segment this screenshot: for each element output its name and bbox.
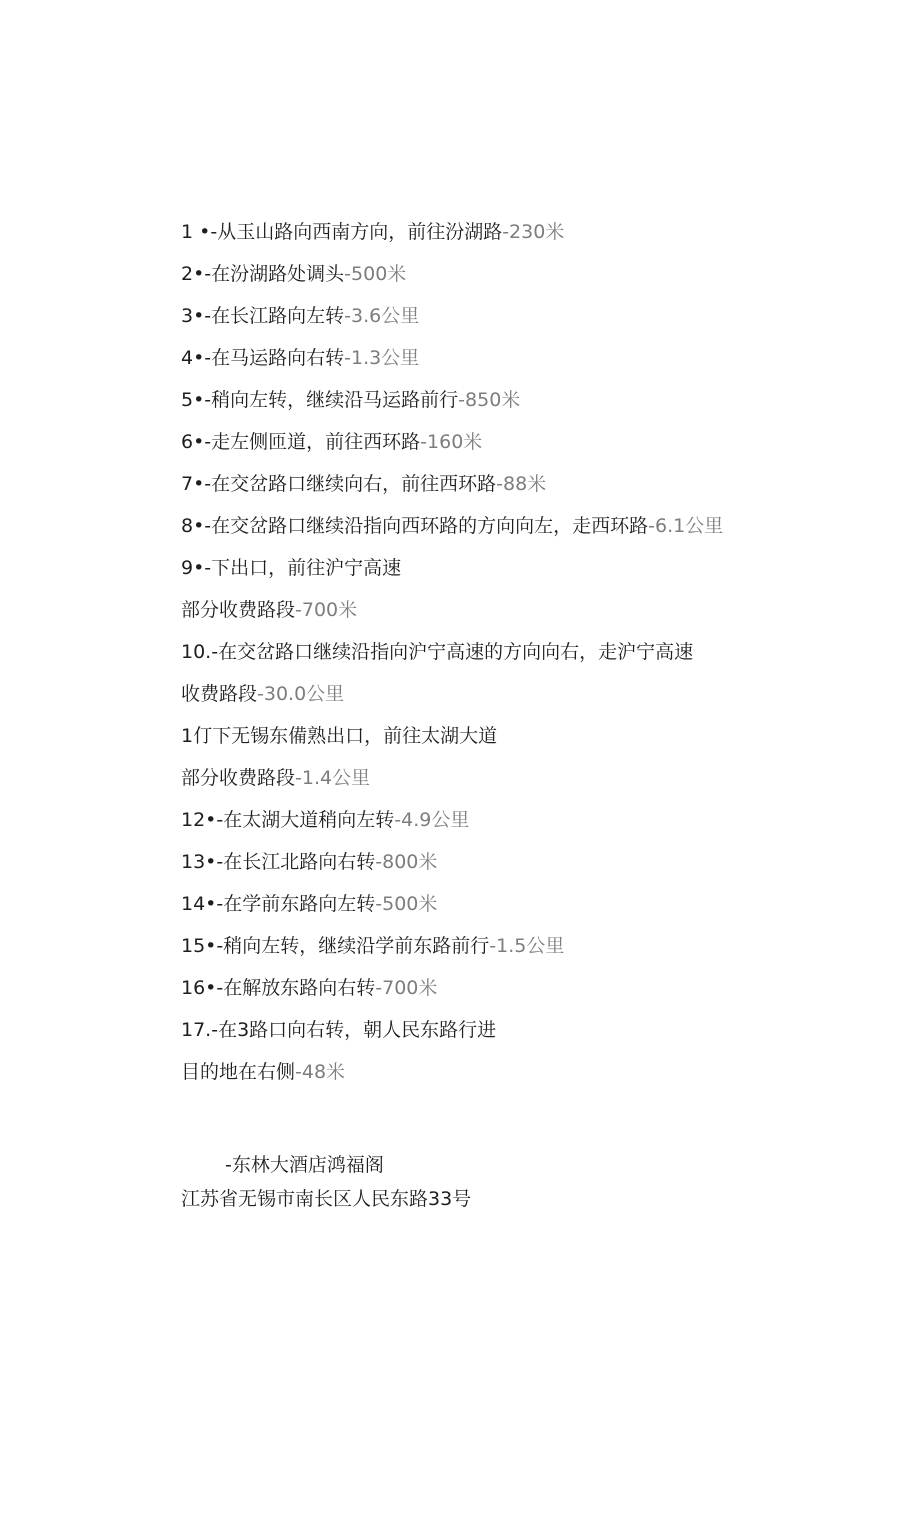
route-step-line	[181, 1054, 881, 1096]
route-step-line	[181, 550, 881, 592]
route-step-line	[181, 1012, 881, 1054]
route-step-line	[181, 970, 881, 1012]
step-instruction: 9•-下出口，前往沪宁高速	[181, 557, 402, 579]
step-distance: -230米	[502, 221, 565, 243]
route-step-line	[181, 340, 881, 382]
route-step-line	[181, 592, 881, 634]
step-distance: -1.4公里	[295, 767, 371, 789]
step-distance: -850米	[458, 389, 521, 411]
step-distance: -500米	[344, 263, 407, 285]
step-distance: -1.5公里	[489, 935, 565, 957]
step-distance: -160米	[420, 431, 483, 453]
step-instruction: 15•-稍向左转，继续沿学前东路前行	[181, 935, 490, 957]
step-distance: -3.6公里	[344, 305, 420, 327]
step-distance: -1.3公里	[344, 347, 420, 369]
step-instruction: 17.-在3路口向右转，朝人民东路行进	[181, 1019, 497, 1041]
step-instruction: 6•-走左侧匝道，前往西环路	[181, 431, 421, 453]
step-instruction: 1仃下无锡东備熟出口，前往太湖大道	[181, 725, 498, 747]
step-instruction: 4•-在马运路向右转	[181, 347, 345, 369]
route-step-line	[181, 676, 881, 718]
step-instruction: 13•-在长江北路向右转	[181, 851, 376, 873]
step-instruction: 1 •-从玉山路向西南方向，前往汾湖路	[181, 221, 503, 243]
step-instruction: 部分收费路段	[181, 599, 296, 621]
step-distance: -48米	[295, 1061, 346, 1083]
step-instruction: 5•-稍向左转，继续沿马运路前行	[181, 389, 459, 411]
route-steps	[181, 214, 881, 1096]
route-step-line	[181, 298, 881, 340]
route-step-line	[181, 508, 881, 550]
route-step-line	[181, 928, 881, 970]
step-distance: -6.1公里	[648, 515, 724, 537]
step-distance: -4.9公里	[394, 809, 470, 831]
step-instruction: 7•-在交岔路口继续向右，前往西环路	[181, 473, 497, 495]
step-instruction: 16•-在解放东路向右转	[181, 977, 376, 999]
directions-document	[181, 214, 881, 1218]
destination-address: 江苏省无锡市南长区人民东路33号	[181, 1188, 472, 1210]
route-step-line	[181, 802, 881, 844]
step-instruction: 8•-在交岔路口继续沿指向西环路的方向向左，走西环路	[181, 515, 649, 537]
route-step-line	[181, 760, 881, 802]
step-distance: -500米	[375, 893, 438, 915]
step-distance: -700米	[295, 599, 358, 621]
step-instruction: 2•-在汾湖路处调头	[181, 263, 345, 285]
route-step-line	[181, 718, 881, 760]
step-instruction: 10.-在交岔路口继续沿指向沪宁高速的方向向右，走沪宁高速	[181, 641, 694, 663]
route-step-line	[181, 886, 881, 928]
step-instruction: 3•-在长江路向左转	[181, 305, 345, 327]
route-step-line	[181, 382, 881, 424]
step-instruction: 14•-在学前东路向左转	[181, 893, 376, 915]
spacer	[181, 1096, 881, 1148]
route-step-line	[181, 256, 881, 298]
route-step-line	[181, 844, 881, 886]
destination-name: -东林大酒店鸿福阁	[225, 1154, 384, 1176]
route-step-line	[181, 466, 881, 508]
route-step-line	[181, 424, 881, 466]
step-distance: -88米	[496, 473, 547, 495]
route-step-line	[181, 634, 881, 676]
route-step-line	[181, 214, 881, 256]
step-distance: -700米	[375, 977, 438, 999]
step-distance: -30.0公里	[257, 683, 345, 705]
step-instruction: 目的地在右侧	[181, 1061, 296, 1083]
step-instruction: 部分收费路段	[181, 767, 296, 789]
step-instruction: 收费路段	[181, 683, 258, 705]
step-instruction: 12•-在太湖大道稍向左转	[181, 809, 395, 831]
step-distance: -800米	[375, 851, 438, 873]
